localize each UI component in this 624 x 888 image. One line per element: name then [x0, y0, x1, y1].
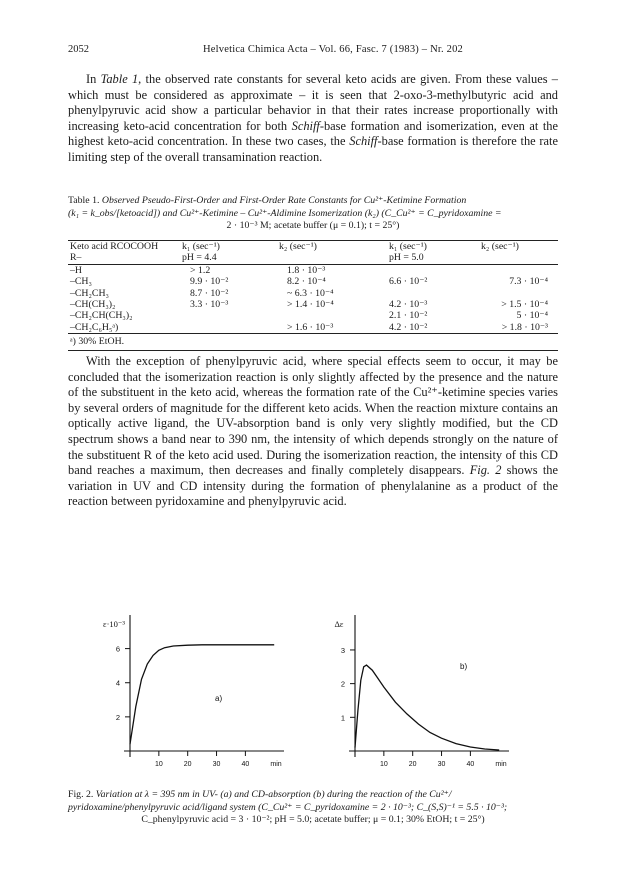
fig-2-label: Fig. 2. — [68, 789, 96, 800]
x-tick-label: 30 — [437, 761, 446, 768]
table-cell: 8.7 · 10⁻² — [190, 287, 229, 299]
table-cell: –CH₃ — [70, 276, 92, 288]
table-cell: –H — [70, 264, 82, 276]
table-1-label: Table 1. — [68, 195, 102, 206]
table-cell: k₁ (sec⁻¹) — [387, 241, 479, 253]
fig-2-caption-line-3: C_phenylpyruvic acid = 3 · 10⁻²; pH = 5.0; acetate buffer; μ = 0.1; 30% EtOH; t = 25°) — [141, 814, 485, 825]
fig-2-caption-line-2: pyridoxamine/phenylpyruvic acid/ligand system (C_Cu²⁺ = C_pyridoxamine = 2 · 10⁻³; C_(S,S)⁻¹ = 5.5 · 10⁻³; — [68, 801, 508, 813]
table-1-caption-line-2: (k₁ = k_obs/[ketoacid]) and Cu²⁺-Ketimine – Cu²⁺-Aldimine Isomerization (k₂) (C_Cu²⁺ = C_pyridoxamine = — [68, 207, 502, 219]
table-cell — [180, 310, 277, 321]
table-cell: > 1.2 — [190, 264, 211, 276]
table-cell — [387, 288, 479, 299]
series-line — [130, 645, 274, 744]
p1-schiff-1: Schiff — [291, 118, 320, 133]
table-row — [68, 252, 558, 264]
table-row — [68, 322, 558, 334]
table-cell — [387, 264, 479, 276]
p2-text-end: shows the variation in UV and CD intensity during the formation of phenylalanine as a product of the reaction between pyridoxamine and phenylpyruvic acid. — [68, 463, 558, 509]
table-cell: > 1.6 · 10⁻³ — [277, 322, 387, 334]
p1-text-e: -base formation and isomerization, even at the highest keto-acid concentration. In these two cases, the — [68, 118, 558, 149]
y-axis-label: Δε — [334, 619, 344, 629]
table-cell: –CH₂CH₃ — [70, 287, 109, 299]
y-tick-label: 4 — [115, 678, 120, 688]
paragraph-2 — [68, 354, 558, 510]
table-row — [68, 276, 558, 287]
p2-fig-ref: Fig. 2 — [469, 463, 502, 478]
table-cell: 7.3 · 10⁻⁴ — [509, 276, 548, 288]
table-row — [68, 299, 558, 310]
y-axis-label: ε·10⁻³ — [103, 619, 125, 629]
paragraph-1 — [68, 72, 558, 166]
y-tick-label: 6 — [115, 644, 120, 654]
table-cell: k₂ (sec⁻¹) — [277, 241, 387, 253]
table-row — [68, 288, 558, 299]
table-cell: 3.3 · 10⁻³ — [190, 299, 229, 311]
rate-constants-table — [68, 240, 558, 351]
table-cell: –CH₂C₆H₅ᵃ) — [68, 322, 180, 334]
x-axis-label: min — [270, 761, 282, 768]
y-tick-label: 2 — [115, 712, 120, 722]
y-tick-label: 3 — [340, 645, 345, 655]
fig-2-caption-line-1: Variation at λ = 395 nm in UV- (a) and CD-absorption (b) during the reaction of the Cu²⁺/ — [95, 789, 452, 800]
y-tick-label: 2 — [340, 679, 345, 689]
table-cell: 1.8 · 10⁻³ — [287, 264, 326, 276]
table-cell — [277, 252, 387, 264]
x-tick-label: 20 — [408, 761, 417, 768]
table-footnote: ᵃ) 30% EtOH. — [68, 334, 558, 350]
table-cell: > 1.5 · 10⁻⁴ — [501, 299, 548, 311]
table-cell: k₂ (sec⁻¹) — [479, 241, 558, 253]
x-tick-label: 40 — [241, 761, 250, 768]
table-cell: Keto acid RCOCOOH — [68, 241, 180, 253]
page-number: 2052 — [68, 44, 89, 55]
table-cell: 4.2 · 10⁻³ — [389, 299, 428, 311]
p1-text-c: , the observed rate constants for several keto acids are given. From these values – which must be considered as approximate – it is seen that 2-oxo-3-methylbutyric acid and phenylpyruvic acid show a particular behavior in that their rates increase proportionally with increasing keto-acid concentration for both — [68, 72, 558, 133]
table-cell: pH = 5.0 — [387, 252, 479, 264]
p2-text: With the exception of phenylpyruvic acid, where special effects seem to occur, it may be concluded that the isomerization reaction is only slightly affected by the presence and the nature of the substituent in the keto acid, whereas the formation rate of the Cu²⁺-ketimine species varies by several orders of magnitude for the different keto acids. When the reaction mixture contains an optically active ligand, the UV-absorption band is only very slightly modified, but the CD spectrum shows a band near to 390 nm, the intensity of which depends strongly on the nature of the substituent R of the keto acid used. During the isomerization reaction, the intensity of this CD band reaches a maximum, then decreases and finally completely disappears. — [68, 354, 558, 478]
x-tick-label: 10 — [379, 761, 388, 768]
x-axis-label: min — [495, 761, 507, 768]
table-cell: –CH(CH₃)₂ — [70, 299, 116, 311]
table-cell: –CH₂CH(CH₃)₂ — [70, 310, 133, 322]
journal-running-head: Helvetica Chimica Acta – Vol. 66, Fasc. 7 (1983) – Nr. 202 — [203, 44, 463, 55]
page-header — [68, 44, 558, 55]
table-cell: 2.1 · 10⁻² — [389, 310, 428, 322]
table-1-caption-line-1: Observed Pseudo-First-Order and First-Order Rate Constants for Cu²⁺-Ketimine Formation — [101, 195, 467, 206]
table-cell — [277, 310, 387, 321]
table-cell: 4.2 · 10⁻² — [387, 322, 479, 334]
table-cell: R– — [68, 252, 180, 264]
x-tick-label: 30 — [212, 761, 221, 768]
panel-label: b) — [460, 662, 468, 671]
table-cell: ~ 6.3 · 10⁻⁴ — [287, 287, 334, 299]
table-cell: > 1.4 · 10⁻⁴ — [287, 299, 334, 311]
series-line — [355, 665, 499, 750]
table-1-caption-line-3: 2 · 10⁻³ M; acetate buffer (μ = 0.1); t = 25°) — [226, 220, 400, 231]
p1-schiff-2: Schiff — [349, 134, 378, 149]
p1-text-a: In — [86, 72, 101, 86]
table-cell: 6.6 · 10⁻² — [389, 276, 428, 288]
figure-2-caption — [68, 789, 558, 827]
table-row — [68, 310, 558, 321]
table-1-caption — [68, 195, 558, 233]
table-cell: k₁ (sec⁻¹) — [180, 241, 277, 253]
table-cell: pH = 4.4 — [180, 252, 277, 264]
table-row — [68, 264, 558, 276]
table-row — [68, 241, 558, 253]
x-tick-label: 40 — [466, 761, 475, 768]
x-tick-label: 20 — [183, 761, 192, 768]
chart-a-uv — [103, 615, 284, 768]
table-footnote-row — [68, 334, 558, 350]
panel-label: a) — [215, 694, 223, 703]
figure-2-charts — [100, 606, 530, 781]
table-cell — [180, 322, 277, 334]
table-cell — [479, 288, 558, 299]
table-cell — [479, 264, 558, 276]
chart-b-cd — [334, 615, 509, 768]
table-cell: 9.9 · 10⁻² — [190, 276, 229, 288]
table-cell: 5 · 10⁻⁴ — [516, 310, 548, 322]
table-cell — [479, 252, 558, 264]
table-cell: > 1.8 · 10⁻³ — [479, 322, 558, 334]
table-cell: 8.2 · 10⁻⁴ — [287, 276, 326, 288]
p1-table-ref: Table 1 — [100, 72, 139, 86]
y-tick-label: 1 — [340, 713, 345, 723]
p1-text-g: -base formation is therefore the rate limiting step of the overall transamination reaction. — [68, 134, 559, 164]
x-tick-label: 10 — [154, 761, 163, 768]
